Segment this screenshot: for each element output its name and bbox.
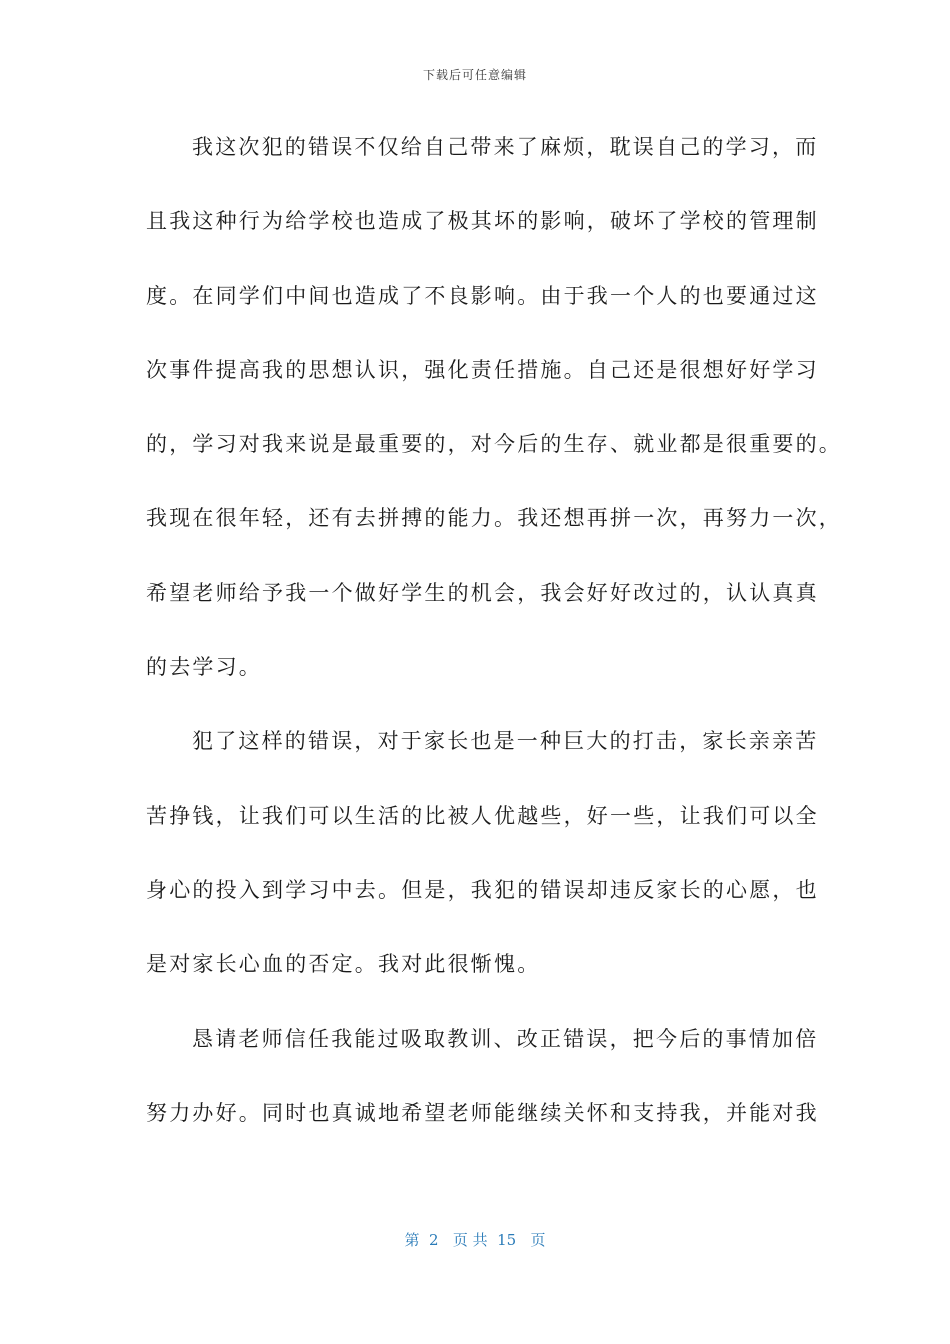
text-line: 是对家长心血的否定。我对此很惭愧。 xyxy=(146,952,541,977)
text-line: 我现在很年轻，还有去拼搏的能力。我还想再拼一次，再努力一次， xyxy=(146,506,842,531)
text-line: 次事件提高我的思想认识，强化责任措施。自己还是很想好好学习 xyxy=(146,357,819,382)
text-line: 犯了这样的错误，对于家长也是一种巨大的打击，家长亲亲苦 xyxy=(192,729,819,754)
page-header: 下载后可任意编辑 xyxy=(422,68,527,82)
text-line: 的，学习对我来说是最重要的，对今后的生存、就业都是很重要的。 xyxy=(146,432,842,457)
text-line: 的去学习。 xyxy=(146,655,262,680)
text-line: 身心的投入到学习中去。但是，我犯的错误却违反家长的心愿，也 xyxy=(146,877,819,902)
text-line: 苦挣钱，让我们可以生活的比被人优越些，好一些，让我们可以全 xyxy=(146,803,819,828)
document-body xyxy=(146,127,842,1167)
page-number-footer: 第 2 页 共 15 页 xyxy=(404,1231,546,1249)
text-line: 努力办好。同时也真诚地希望老师能继续关怀和支持我，并能对我 xyxy=(146,1100,819,1125)
text-line: 希望老师给予我一个做好学生的机会，我会好好改过的，认认真真 xyxy=(146,580,819,605)
text-line: 我这次犯的错误不仅给自己带来了麻烦，耽误自己的学习，而 xyxy=(192,135,819,159)
text-line: 恳请老师信任我能过吸取教训、改正错误，把今后的事情加倍 xyxy=(192,1026,819,1051)
text-line: 度。在同学们中间也造成了不良影响。由于我一个人的也要通过这 xyxy=(146,283,819,308)
text-line: 且我这种行为给学校也造成了极其坏的影响，破坏了学校的管理制 xyxy=(146,209,819,234)
